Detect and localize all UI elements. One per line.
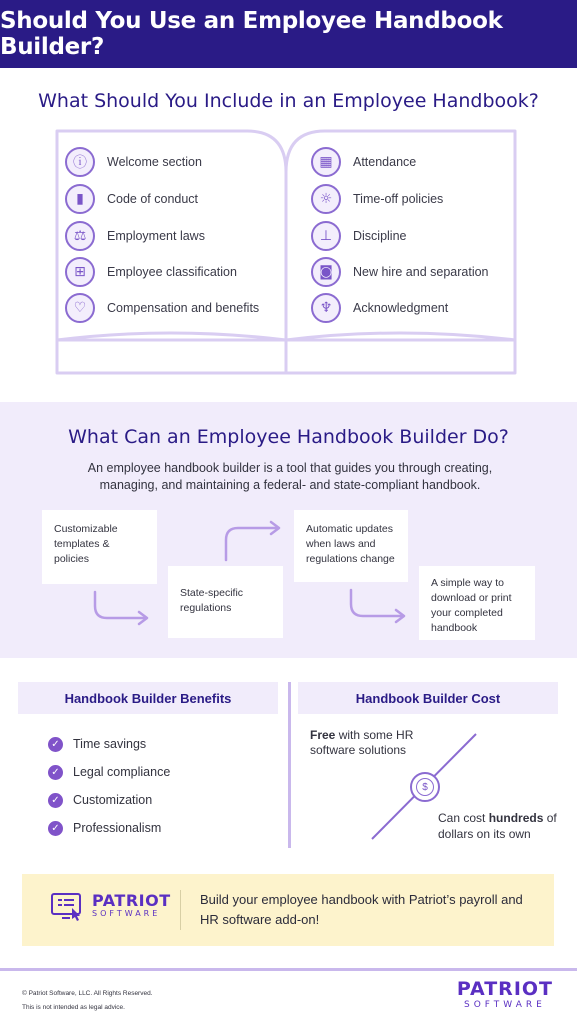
list-item: [311, 147, 416, 177]
list-item: [65, 293, 259, 323]
cost-prefix: Can cost: [438, 811, 489, 825]
cost-free-bold: Free: [310, 728, 336, 742]
builder-section-title: What Can an Employee Handbook Builder Do?: [68, 426, 509, 448]
footer-legal: [22, 987, 153, 1015]
list-item-label: Acknowledgment: [353, 301, 449, 315]
list-item-label: Time-off policies: [353, 192, 444, 206]
disclaimer-text: This is not intended as legal advice.: [22, 1004, 125, 1011]
list-item: [311, 221, 407, 251]
cost-hundreds-text: [438, 810, 568, 842]
dollar-symbol: $: [416, 778, 434, 796]
cost-free-rest: with some HR software solutions: [310, 728, 414, 757]
list-item: [65, 147, 202, 177]
list-item: [311, 184, 443, 214]
check-icon: ✓: [48, 821, 63, 836]
list-item-label: Discipline: [353, 229, 407, 243]
stethoscope-heart-icon: ♡: [65, 293, 95, 323]
check-icon: ✓: [48, 765, 63, 780]
org-chart-icon: ⊞: [65, 257, 95, 287]
banner-divider: [180, 890, 181, 930]
footer-logo-wordmark: PATRIOT: [456, 978, 553, 1000]
benefit-label: Legal compliance: [73, 765, 171, 779]
footer-logo[interactable]: [456, 978, 553, 1013]
page-title: Should You Use an Employee Handbook Builder?: [0, 8, 503, 60]
check-icon: ✓: [48, 737, 63, 752]
list-item: [311, 293, 448, 323]
handshake-icon: ♆: [311, 293, 341, 323]
list-item: [65, 221, 205, 251]
banner-message: Build your employee handbook with Patriot’s payroll and HR software add-on!: [200, 892, 523, 927]
cost-rest: of dollars on its own: [438, 811, 557, 841]
step-card-text: Automatic updates when laws and regulations change: [306, 523, 395, 565]
copyright-text: © Patriot Software, LLC. All Rights Reserved.: [22, 990, 153, 997]
list-item-label: New hire and separation: [353, 265, 489, 279]
list-item: [65, 257, 237, 287]
footer: [0, 968, 577, 1024]
list-item-label: Employee classification: [107, 265, 237, 279]
cost-free-text: [310, 728, 460, 758]
step-card-text: A simple way to download or print your completed handbook: [431, 577, 512, 634]
cost-bold: hundreds: [488, 811, 544, 825]
list-item-label: Attendance: [353, 155, 417, 169]
id-badge-icon: ◙: [311, 257, 341, 287]
promo-banner[interactable]: [22, 874, 554, 946]
step-card: [168, 566, 283, 638]
include-section-title: What Should You Include in an Employee Handbook?: [38, 90, 539, 112]
benefits-panel-title: Handbook Builder Benefits: [18, 682, 278, 714]
sun-icon: ☼: [311, 184, 341, 214]
benefit-label: Professionalism: [73, 821, 162, 835]
logo-wordmark: PATRIOT: [92, 891, 171, 910]
check-icon: ✓: [48, 793, 63, 808]
step-card-text: State-specific regulations: [180, 587, 244, 614]
benefits-cost-section: [0, 658, 577, 968]
list-item-label: Employment laws: [107, 229, 205, 243]
cost-panel-title: Handbook Builder Cost: [298, 682, 558, 714]
list-item: [311, 257, 489, 287]
benefit-label: Time savings: [73, 737, 147, 751]
benefit-label: Customization: [73, 793, 153, 807]
step-card-text: Customizable templates & policies: [54, 523, 118, 565]
list-item-label: Welcome section: [107, 155, 202, 169]
step-card: [419, 566, 535, 640]
builder-section: [0, 402, 577, 658]
scales-icon: ⚖: [65, 221, 95, 251]
list-item-label: Code of conduct: [107, 192, 199, 206]
gavel-icon: ⊥: [311, 221, 341, 251]
footer-logo-subtitle: SOFTWARE: [463, 1000, 546, 1010]
bar-chart-icon: ▮: [65, 184, 95, 214]
dollar-coin-icon: [410, 772, 440, 802]
logo-subtitle: SOFTWARE: [92, 909, 161, 918]
step-card: [294, 510, 408, 582]
step-card: [42, 510, 157, 584]
calendar-icon: ▦: [311, 147, 341, 177]
list-item: [65, 184, 198, 214]
list-item-label: Compensation and benefits: [107, 301, 260, 315]
monitor-checklist-icon: [50, 892, 84, 922]
builder-intro: An employee handbook builder is a tool that guides you through creating, managing, and maintaining a federal- and state-compliant handbook.: [87, 461, 493, 492]
patriot-logo: [50, 892, 171, 922]
book-info-icon: ⓘ: [65, 147, 95, 177]
